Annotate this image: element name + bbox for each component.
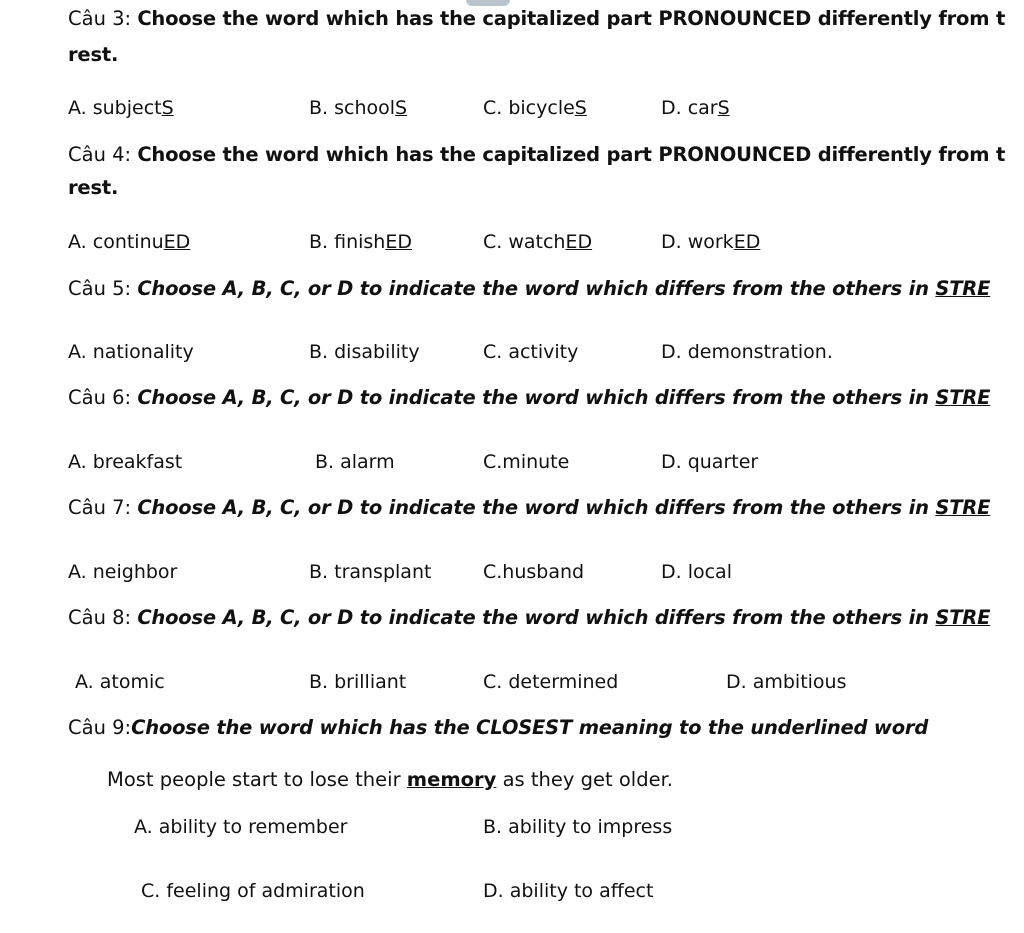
q3-option-b-stem: B. school (309, 97, 396, 119)
q3-option-a-stem: A. subject (68, 97, 162, 119)
q9-option-b[interactable]: B. ability to impress (483, 816, 673, 838)
q6-option-c[interactable]: C.minute (483, 451, 570, 473)
q8-prompt-text: Choose A, B, C, or D to indicate the word which differs from the others in (137, 606, 936, 629)
q3-prompt (68, 7, 1005, 31)
q8-label: Câu 8: (68, 606, 132, 629)
q5-prompt-text: Choose A, B, C, or D to indicate the word which differs from the others in (137, 277, 936, 300)
q4-option-d-stem: D. work (661, 231, 734, 253)
q3-option-a-mark: S (161, 97, 174, 119)
q6-option-b[interactable]: B. alarm (315, 451, 395, 473)
q4-option-a-stem: A. continu (68, 231, 164, 253)
q4-option-d-mark: ED (733, 231, 761, 253)
q7-option-a[interactable]: A. neighbor (68, 561, 178, 583)
q7-prompt-text: Choose A, B, C, or D to indicate the word which differs from the others in (137, 496, 936, 519)
q8-option-b[interactable]: B. brilliant (309, 671, 407, 693)
q4-prompt-cont (68, 176, 118, 200)
q8-prompt-tail: STRE (935, 606, 991, 629)
q4-prompt-line1: Choose the word which has the capitalized part PRONOUNCED differently from t (137, 143, 1006, 166)
q4-option-b[interactable] (309, 230, 412, 254)
q7-label: Câu 7: (68, 496, 132, 519)
q7-option-d[interactable]: D. local (661, 561, 732, 583)
q5-option-a[interactable]: A. nationality (68, 341, 194, 363)
q7-option-c[interactable]: C.husband (483, 561, 585, 583)
q8-prompt (68, 606, 990, 630)
q4-option-b-mark: ED (385, 231, 412, 253)
q6-label: Câu 6: (68, 386, 132, 409)
q4-option-a[interactable] (68, 230, 190, 254)
q3-label: Câu 3: (68, 7, 132, 30)
q3-prompt-line1: Choose the word which has the capitalized part PRONOUNCED differently from t (137, 7, 1006, 30)
q9-option-a[interactable]: A. ability to remember (134, 816, 348, 838)
q4-option-c[interactable] (483, 230, 592, 254)
q4-option-c-mark: ED (565, 231, 593, 253)
q7-prompt-tail: STRE (935, 496, 991, 519)
q7-option-b[interactable]: B. transplant (309, 561, 432, 583)
q4-option-b-stem: B. finish (309, 231, 386, 253)
q3-option-d-stem: D. car (661, 97, 718, 119)
q5-option-b[interactable]: B. disability (309, 341, 420, 363)
q9-prompt-text: Choose the word which has the CLOSEST meaning to the underlined word (131, 716, 929, 739)
q9-label: Câu 9: (68, 716, 132, 739)
q3-prompt-line2: rest. (68, 43, 119, 66)
q6-prompt-tail: STRE (935, 386, 991, 409)
q9-option-c[interactable]: C. feeling of admiration (141, 880, 365, 902)
q3-option-d[interactable] (661, 96, 730, 120)
q6-prompt-text: Choose A, B, C, or D to indicate the word which differs from the others in (137, 386, 936, 409)
q9-option-d[interactable]: D. ability to affect (483, 880, 654, 902)
q4-option-c-stem: C. watch (483, 231, 566, 253)
q9-sentence-before: Most people start to lose their (107, 768, 407, 791)
page-top-marker (466, 0, 510, 6)
q3-option-c-mark: S (574, 97, 587, 119)
q4-prompt (68, 143, 1005, 167)
q3-option-b[interactable] (309, 96, 407, 120)
q4-option-a-mark: ED (163, 231, 191, 253)
q3-option-d-mark: S (717, 97, 730, 119)
q6-prompt (68, 386, 990, 410)
q6-option-d[interactable]: D. quarter (661, 451, 759, 473)
q4-prompt-line2: rest. (68, 176, 119, 199)
q4-label: Câu 4: (68, 143, 132, 166)
q9-sentence-after: as they get older. (496, 768, 674, 791)
q3-prompt-cont (68, 43, 118, 67)
q4-option-d[interactable] (661, 230, 760, 254)
q5-option-d[interactable]: D. demonstration. (661, 341, 833, 363)
q3-option-a[interactable] (68, 96, 174, 120)
q6-option-a[interactable]: A. breakfast (68, 451, 183, 473)
q3-option-c-stem: C. bicycle (483, 97, 575, 119)
q8-option-a[interactable]: A. atomic (75, 671, 165, 693)
q9-sentence (107, 768, 673, 792)
q9-prompt (68, 716, 928, 740)
q5-prompt-tail: STRE (935, 277, 991, 300)
q9-underlined-word: memory (406, 768, 497, 791)
q5-option-c[interactable]: C. activity (483, 341, 579, 363)
q8-option-c[interactable]: C. determined (483, 671, 619, 693)
q8-option-d[interactable]: D. ambitious (726, 671, 847, 693)
q3-option-b-mark: S (395, 97, 408, 119)
q3-option-c[interactable] (483, 96, 587, 120)
q5-prompt (68, 277, 990, 301)
q5-label: Câu 5: (68, 277, 132, 300)
q7-prompt (68, 496, 990, 520)
